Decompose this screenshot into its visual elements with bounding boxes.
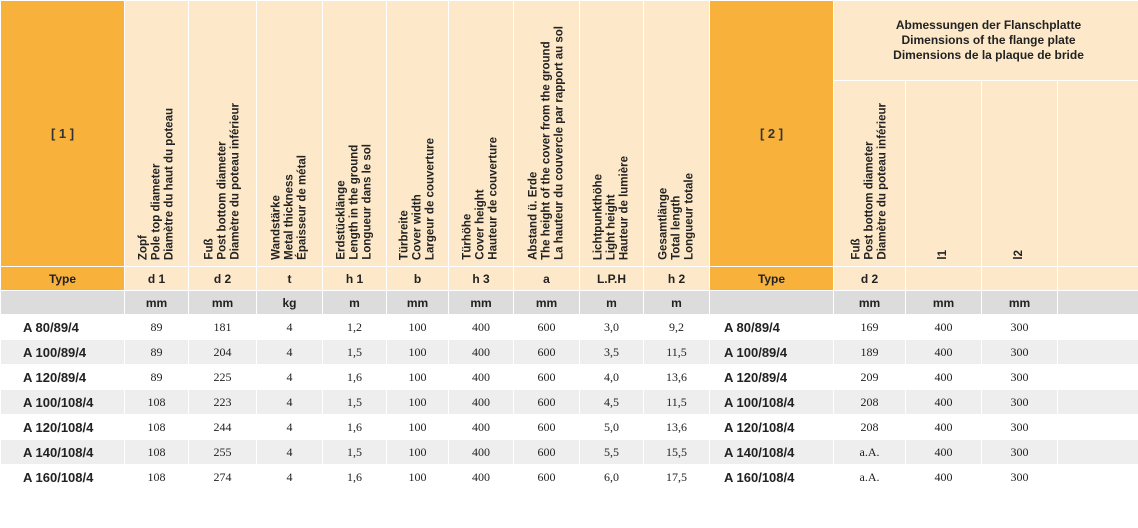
header-line: Fuß [203, 238, 215, 260]
col-header-h3-text [462, 137, 501, 260]
row-type: A 160/108/4 [1, 465, 125, 490]
cell-lph: 5,0 [580, 415, 644, 440]
symbol-lph: L.P.H [580, 267, 644, 291]
cell-h3: 400 [449, 415, 514, 440]
cell-h3: 400 [449, 315, 514, 340]
cell-h2: 11,5 [644, 390, 710, 415]
symbol-h3: h 3 [449, 267, 514, 291]
cell-d1: 108 [125, 390, 189, 415]
header-line: Post bottom diameter [216, 141, 228, 260]
cell-h1: 1,5 [323, 390, 387, 415]
cell-h1: 1,6 [323, 365, 387, 390]
row-type-flange: A 80/89/4 [710, 315, 834, 340]
type-header-2: Type [710, 267, 834, 291]
cell-a: 600 [514, 390, 580, 415]
cell-h3: 400 [449, 365, 514, 390]
row-type-flange: A 140/108/4 [710, 440, 834, 465]
col-header-a [514, 1, 580, 267]
cell-t: 4 [257, 315, 323, 340]
row-type-flange: A 160/108/4 [710, 465, 834, 490]
cell-flange-d2: 208 [834, 415, 906, 440]
cell-flange-l1: 400 [906, 415, 982, 440]
header-line: Gesamtlänge [657, 187, 669, 260]
unit-type-1 [1, 291, 125, 315]
unit-lph: m [580, 291, 644, 315]
flange-title-de: Abmessungen der Flanschplatte [895, 18, 1082, 32]
header-line: Türhöhe [461, 214, 474, 260]
header-line: Fuß [850, 238, 862, 260]
unit-flange-l2: mm [982, 291, 1058, 315]
cell-d2: 225 [189, 365, 257, 390]
unit-flange-l1: mm [906, 291, 982, 315]
cell-h2: 17,5 [644, 465, 710, 490]
header-line: Largeur de couverture [424, 137, 436, 260]
cell-a: 600 [514, 415, 580, 440]
col-header-h3 [449, 1, 514, 267]
col-header-t-text [270, 155, 309, 260]
flange-col-header-d2 [834, 81, 906, 267]
header-line: Longueur totale [683, 173, 695, 260]
cell-flange-d2: 189 [834, 340, 906, 365]
unit-d1: mm [125, 291, 189, 315]
header-line: Length in the ground [348, 145, 360, 260]
col-header-d2-text [203, 103, 242, 260]
col-header-h1 [323, 1, 387, 267]
symbol-flange-empty [1058, 267, 1138, 291]
symbol-a: a [514, 267, 580, 291]
col-header-b [387, 1, 449, 267]
ref-2-cell [710, 1, 834, 267]
unit-a: mm [514, 291, 580, 315]
row-type-flange: A 100/89/4 [710, 340, 834, 365]
cell-lph: 3,0 [580, 315, 644, 340]
cell-d2: 244 [189, 415, 257, 440]
cell-empty [1058, 390, 1138, 415]
cell-empty [1058, 340, 1138, 365]
cell-d1: 108 [125, 465, 189, 490]
col-header-h2-text [657, 173, 696, 260]
cell-d2: 204 [189, 340, 257, 365]
row-type: A 140/108/4 [1, 440, 125, 465]
row-type: A 80/89/4 [1, 315, 125, 340]
cell-h3: 400 [449, 465, 514, 490]
cell-h2: 11,5 [644, 340, 710, 365]
unit-t: kg [257, 291, 323, 315]
cell-lph: 4,5 [580, 390, 644, 415]
cell-flange-l1: 400 [906, 440, 982, 465]
header-line: Post bottom diameter [863, 141, 875, 260]
cell-empty [1058, 315, 1138, 340]
cell-t: 4 [257, 390, 323, 415]
ref-2-label: [ 2 ] [759, 126, 784, 141]
col-header-b-text [398, 138, 437, 260]
unit-b: mm [387, 291, 449, 315]
header-line: Zopf [137, 235, 149, 260]
cell-a: 600 [514, 340, 580, 365]
cell-t: 4 [257, 465, 323, 490]
cell-d1: 89 [125, 365, 189, 390]
table-row [1, 365, 1138, 390]
header-line: Lichtpunkthöhe [592, 173, 604, 260]
col-header-t [257, 1, 323, 267]
flange-title-fr: Dimensions de la plaque de bride [893, 48, 1084, 62]
cell-d2: 181 [189, 315, 257, 340]
cell-lph: 4,0 [580, 365, 644, 390]
flange-col-header-d2-text [850, 103, 889, 260]
cell-h1: 1,2 [323, 315, 387, 340]
cell-lph: 3,5 [580, 340, 644, 365]
col-header-d1-text [137, 108, 176, 260]
cell-a: 600 [514, 440, 580, 465]
type-header-1: Type [1, 267, 125, 291]
header-line: Wandstärke [270, 195, 282, 260]
header-line: Light height [605, 194, 617, 260]
cell-h1: 1,6 [323, 465, 387, 490]
cell-empty [1058, 415, 1138, 440]
flange-col-header-empty [1058, 81, 1138, 267]
cell-h3: 400 [449, 440, 514, 465]
header-line: Cover width [411, 194, 423, 260]
cell-flange-d2: 209 [834, 365, 906, 390]
cell-t: 4 [257, 415, 323, 440]
symbol-b: b [387, 267, 449, 291]
data-rows [1, 315, 1138, 490]
cell-h2: 13,6 [644, 415, 710, 440]
row-type-flange: A 120/89/4 [710, 365, 834, 390]
cell-flange-d2: 169 [834, 315, 906, 340]
table-row [1, 390, 1138, 415]
cell-b: 100 [387, 340, 449, 365]
cell-t: 4 [257, 440, 323, 465]
cell-flange-l1: 400 [906, 390, 982, 415]
cell-b: 100 [387, 465, 449, 490]
cell-flange-l1: 400 [906, 315, 982, 340]
cell-d2: 223 [189, 390, 257, 415]
header-line: Erdstücklänge [335, 180, 347, 260]
row-type: A 120/108/4 [1, 415, 125, 440]
header-line: Hauteur de lumière [618, 155, 630, 260]
cell-h2: 13,6 [644, 365, 710, 390]
header-line: Türbreite [398, 210, 410, 260]
cell-flange-l2: 300 [982, 415, 1058, 440]
flange-col-header-l2-text [1013, 250, 1026, 260]
unit-flange-empty [1058, 291, 1138, 315]
cell-flange-l2: 300 [982, 440, 1058, 465]
table-row [1, 440, 1138, 465]
header-line: Diamètre du poteau inférieur [229, 103, 241, 260]
row-type-flange: A 100/108/4 [710, 390, 834, 415]
unit-h2: m [644, 291, 710, 315]
flange-col-header-l1-text [937, 250, 950, 260]
symbol-flange-d2: d 2 [834, 267, 906, 291]
cell-flange-l2: 300 [982, 340, 1058, 365]
table-row [1, 340, 1138, 365]
cell-a: 600 [514, 365, 580, 390]
table-row [1, 315, 1138, 340]
cell-flange-l2: 300 [982, 390, 1058, 415]
header-line: Total length [670, 195, 682, 260]
flange-title-en: Dimensions of the flange plate [901, 33, 1076, 47]
col-header-h1-text [335, 144, 374, 260]
header-line: The height of the cover from the ground [540, 41, 552, 260]
header-line: Cover height [474, 189, 487, 260]
cell-h3: 400 [449, 390, 514, 415]
col-header-lph-text [592, 156, 631, 260]
unit-h1: m [323, 291, 387, 315]
col-header-lph [580, 1, 644, 267]
symbol-d2: d 2 [189, 267, 257, 291]
unit-type-2 [710, 291, 834, 315]
col-header-h2 [644, 1, 710, 267]
cell-flange-l1: 400 [906, 340, 982, 365]
symbol-d1: d 1 [125, 267, 189, 291]
symbol-h2: h 2 [644, 267, 710, 291]
header-line: Pole top diameter [150, 163, 162, 260]
cell-flange-l2: 300 [982, 315, 1058, 340]
cell-flange-l2: 300 [982, 465, 1058, 490]
unit-h3: mm [449, 291, 514, 315]
unit-flange-d2: mm [834, 291, 906, 315]
symbol-t: t [257, 267, 323, 291]
row-type: A 120/89/4 [1, 365, 125, 390]
cell-flange-l1: 400 [906, 365, 982, 390]
row-type: A 100/108/4 [1, 390, 125, 415]
cell-h3: 400 [449, 340, 514, 365]
flange-title-cell [834, 1, 1138, 81]
col-header-d1 [125, 1, 189, 267]
cell-h1: 1,6 [323, 415, 387, 440]
flange-col-header-l1 [906, 81, 982, 267]
header-line: Longueur dans le sol [361, 144, 373, 260]
cell-d1: 108 [125, 440, 189, 465]
ref-1-label: [ 1 ] [50, 126, 75, 141]
cell-flange-d2: a.A. [834, 465, 906, 490]
cell-d2: 274 [189, 465, 257, 490]
cell-flange-l1: 400 [906, 465, 982, 490]
cell-h2: 15,5 [644, 440, 710, 465]
cell-a: 600 [514, 315, 580, 340]
cell-d1: 108 [125, 415, 189, 440]
col-header-d2 [189, 1, 257, 267]
cell-empty [1058, 365, 1138, 390]
ref-1-cell [1, 1, 125, 267]
symbol-flange-l2 [982, 267, 1058, 291]
header-line: Hauteur de couverture [487, 137, 500, 260]
cell-d1: 89 [125, 315, 189, 340]
header-line: Metal thickness [283, 174, 295, 260]
header-line: Diamètre du haut du poteau [163, 107, 175, 260]
table-row [1, 415, 1138, 440]
unit-d2: mm [189, 291, 257, 315]
row-type-flange: A 120/108/4 [710, 415, 834, 440]
cell-b: 100 [387, 365, 449, 390]
cell-a: 600 [514, 465, 580, 490]
cell-b: 100 [387, 315, 449, 340]
cell-h2: 9,2 [644, 315, 710, 340]
header-line: l2 [1012, 250, 1025, 260]
header-line: La hauteur du couvercle par rapport au sol [553, 26, 565, 260]
header-line: l1 [936, 250, 949, 260]
col-header-a-text [527, 26, 566, 260]
cell-t: 4 [257, 340, 323, 365]
cell-h1: 1,5 [323, 440, 387, 465]
symbol-flange-l1 [906, 267, 982, 291]
cell-flange-d2: a.A. [834, 440, 906, 465]
cell-lph: 6,0 [580, 465, 644, 490]
cell-d2: 255 [189, 440, 257, 465]
cell-lph: 5,5 [580, 440, 644, 465]
flange-title [834, 18, 1138, 63]
cell-flange-d2: 208 [834, 390, 906, 415]
table-row [1, 465, 1138, 490]
cell-empty [1058, 440, 1138, 465]
cell-h1: 1,5 [323, 340, 387, 365]
row-type: A 100/89/4 [1, 340, 125, 365]
flange-col-header-l2 [982, 81, 1058, 267]
cell-d1: 89 [125, 340, 189, 365]
cell-empty [1058, 465, 1138, 490]
header-line: Abstand ü. Erde [527, 171, 539, 260]
cell-b: 100 [387, 390, 449, 415]
cell-t: 4 [257, 365, 323, 390]
cell-flange-l2: 300 [982, 365, 1058, 390]
header-line: Épaisseur de métal [296, 155, 308, 260]
cell-b: 100 [387, 415, 449, 440]
symbol-h1: h 1 [323, 267, 387, 291]
header-line: Diamètre du poteau inférieur [876, 103, 888, 260]
cell-b: 100 [387, 440, 449, 465]
